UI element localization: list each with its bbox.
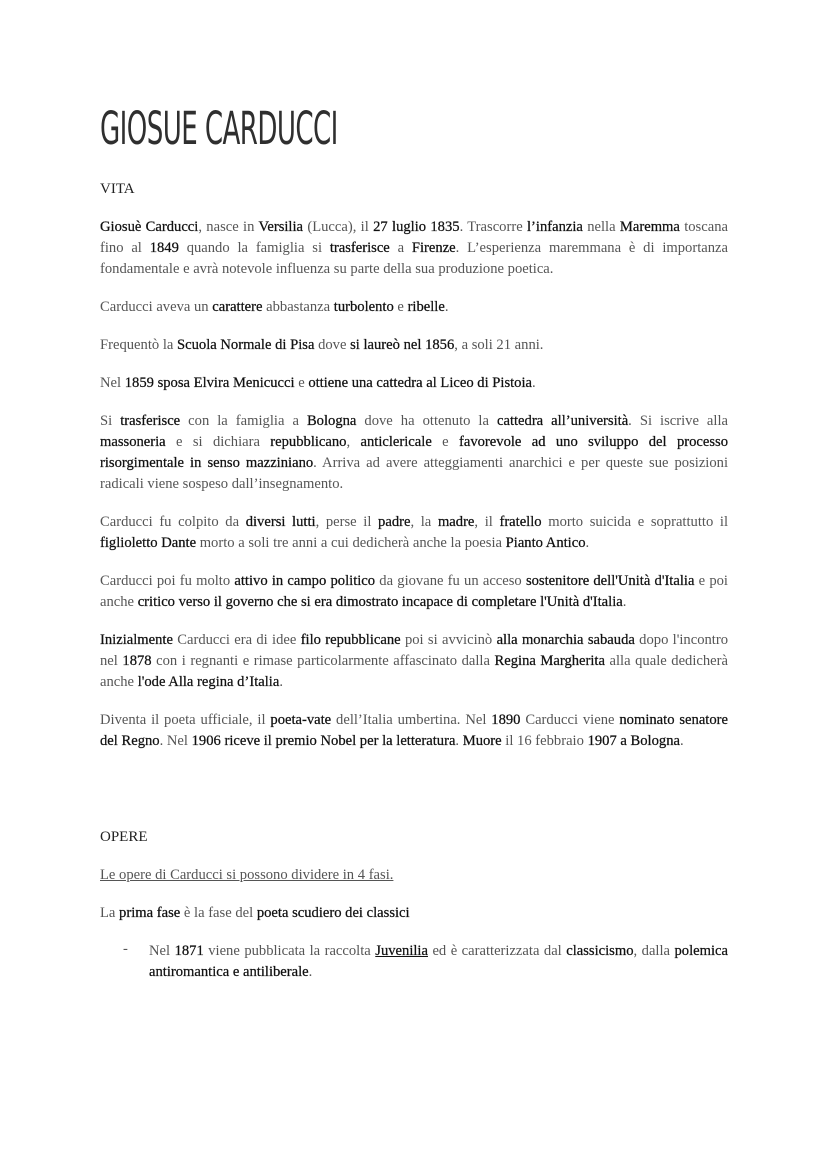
paragraph-first-phase: La prima fase è la fase del poeta scudiero dei classici bbox=[100, 905, 410, 921]
paragraph-monarchy: Inizialmente Carducci era di idee filo repubblicane poi si avvicinò alla monarchia sabauda dopo l'incontro nel 1878 con i regnanti e rimase particolarmente affascinato dalla Regina Margherita alla quale dedicherà anche l'ode Alla regina d’Italia. bbox=[100, 632, 729, 690]
paragraph-birth: Giosuè Carducci, nasce in Versilia (Lucca), il 27 luglio 1835. Trascorre l’infanzia nella Maremma toscana fino al 1849 quando la famiglia si trasferisce a Firenze. L’esperienza maremmana è di importanza fondamentale e avrà notevole influenza su parte della sua produzione poetica. bbox=[100, 219, 728, 277]
paragraph-politics: Carducci poi fu molto attivo in campo politico da giovane fu un acceso sostenitore dell'Unità d'Italia e poi anche critico verso il governo che si era dimostrato incapace di completare l'Unità d'Italia. bbox=[100, 573, 728, 610]
paragraph-poet-vate: Diventa il poeta ufficiale, il poeta-vate dell’Italia umbertina. Nel 1890 Carducci viene nominato senatore del Regno. Nel 1906 riceve il premio Nobel per la letteratura. Muore il 16 febbraio 1907 a Bologna. bbox=[100, 712, 728, 749]
section-heading-vita: VITA bbox=[100, 181, 135, 197]
paragraph-losses: Carducci fu colpito da diversi lutti, perse il padre, la madre, il fratello morto suicida e soprattutto il figlioletto Dante morto a soli tre anni a cui dedicherà anche la poesia Pianto Antico. bbox=[100, 514, 728, 551]
page-title: GIOSUE CARDUCCI bbox=[100, 102, 338, 155]
paragraph-marriage: Nel 1859 sposa Elvira Menicucci e ottiene una cattedra al Liceo di Pistoia. bbox=[100, 375, 536, 391]
paragraph-education: Frequentò la Scuola Normale di Pisa dove si laureò nel 1856, a soli 21 anni. bbox=[100, 337, 544, 353]
paragraph-bologna: Si trasferisce con la famiglia a Bologna dove ha ottenuto la cattedra all’università. Si iscrive alla massoneria e si dichiara repubblicano, anticlericale e favorevole ad uno sviluppo del processo risorgimentale in senso mazziniano. Arriva ad avere atteggiamenti anarchici e per queste sue posizioni radicali viene sospeso dall’insegnamento. bbox=[100, 413, 729, 492]
opere-intro: Le opere di Carducci si possono dividere in 4 fasi. bbox=[100, 867, 394, 883]
bullet-marker: - bbox=[123, 941, 128, 957]
section-heading-opere: OPERE bbox=[100, 829, 148, 845]
list-item-juvenilia: Nel 1871 viene pubblicata la raccolta Juvenilia ed è caratterizzata dal classicismo, dalla polemica antiromantica e antiliberale. bbox=[149, 943, 728, 980]
paragraph-character: Carducci aveva un carattere abbastanza turbolento e ribelle. bbox=[100, 299, 449, 315]
